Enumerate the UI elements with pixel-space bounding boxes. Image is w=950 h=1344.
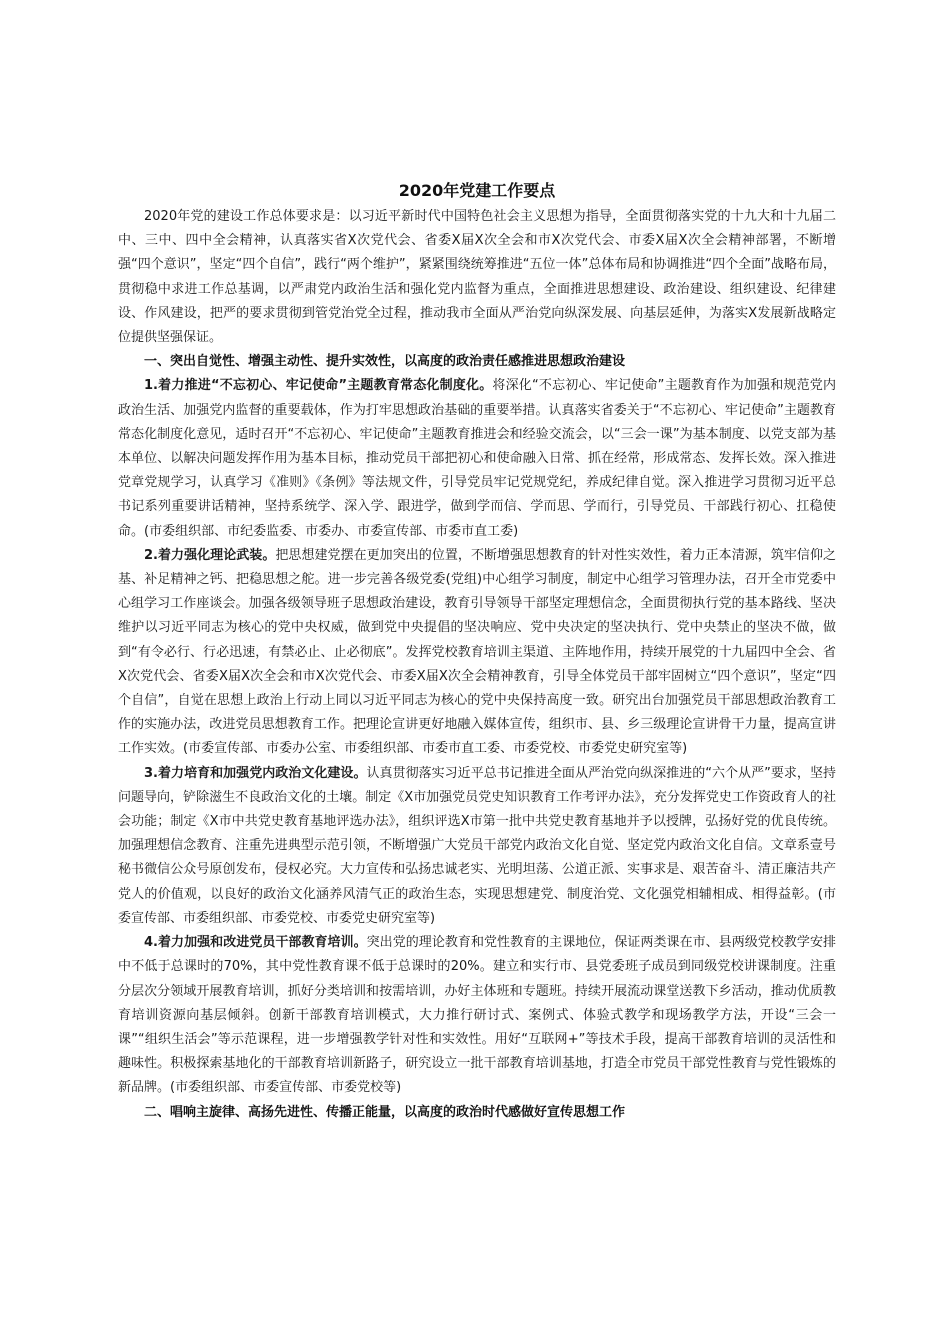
item-lead-3: 3.着力培育和加强党内政治文化建设。 <box>144 765 367 781</box>
item-body-3: 认真贯彻落实习近平总书记推进全面从严治党向纵深推进的“六个从严”要求，坚持问题导向，铲除滋生不良政治文化的土壤。制定《X市加强党员党史知识教育工作考评办法》，充分发挥党史工作资政育人的社会功能；制定《X市中共党史教育基地评选办法》，组织评选X市第一批中共党史教育基地并予以授牌，弘扬好党的优良传统。加强理想信念教育、注重先进典型示范引领，不断增强广大党员干部党内政治文化自觉、坚定党内政治文化自信。文章系壹号秘书微信公众号原创发布，侵权必究。大力宣传和弘扬忠诚老实、光明坦荡、公道正派、实事求是、艰苦奋斗、清正廉洁共产党人的价值观，以良好的政治文化涵养风清气正的政治生态，实现思想建党、制度治党、文化强党相辅相成、相得益彰。(市委宣传部、市委组织部、市委党校、市委党史研究室等) <box>118 765 836 926</box>
item-paragraph-1 <box>118 374 836 543</box>
item-lead-4: 4.着力加强和改进党员干部教育培训。 <box>144 935 367 951</box>
section-heading-2: 二、唱响主旋律、高扬先进性、传播正能量，以高度的政治时代感做好宣传思想工作 <box>144 1104 626 1120</box>
section-heading-1: 一、突出自觉性、增强主动性、提升实效性，以高度的政治责任感推进思想政治建设 <box>144 354 626 370</box>
item-paragraph-3 <box>118 762 836 931</box>
intro-paragraph: 2020年党的建设工作总体要求是：以习近平新时代中国特色社会主义思想为指导，全面贯彻落实党的十九大和十九届二中、三中、四中全会精神，认真落实省X次党代会、省委X届X次全会和市X次党代会、市委X届X次全会精神部署，不断增强“四个意识”，坚定“四个自信”，践行“两个维护”，紧紧围绕统筹推进“五位一体”总体布局和协调推进“四个全面”战略布局，贯彻稳中求进工作总基调，以严肃党内政治生活和强化党内监督为重点，全面推进思想建设、政治建设、组织建设、纪律建设、作风建设，把严的要求贯彻到管党治党全过程，推动我市全面从严治党向纵深发展、向基层延伸，为落实X发展新战略定位提供坚强保证。 <box>118 209 836 346</box>
item-lead-1: 1.着力推进“不忘初心、牢记使命”主题教育常态化制度化。 <box>144 378 493 394</box>
item-paragraph-4 <box>118 931 836 1100</box>
item-body-2: 把思想建党摆在更加突出的位置，不断增强思想教育的针对性实效性，着力正本清源，筑牢信仰之基、补足精神之钙、把稳思想之舵。进一步完善各级党委(党组)中心组学习制度，制定中心组学习管理办法，召开全市党委中心组学习工作座谈会。加强各级领导班子思想政治建设，教育引导领导干部坚定理想信念，全面贯彻执行党的基本路线、坚决维护以习近平同志为核心的党中央权威，做到党中央提倡的坚决响应、党中央决定的坚决执行、党中央禁止的坚决不做，做到“有令必行、行必迅速，有禁必止、止必彻底”。发挥党校教育培训主渠道、主阵地作用，持续开展党的十九届四中全会、省X次党代会、省委X届X次全会和市X次党代会、市委X届X次全会精神教育，引导全体党员干部牢固树立“四个意识”，坚定“四个自信”，自觉在思想上政治上行动上同以习近平同志为核心的党中央保持高度一致。研究出台加强党员干部思想政治教育工作的实施办法，改进党员思想教育工作。把理论宣讲更好地融入媒体宣传，组织市、县、乡三级理论宣讲骨干力量，提高宣讲工作实效。(市委宣传部、市委办公室、市委组织部、市委市直工委、市委党校、市委党史研究室等) <box>118 547 836 757</box>
document-title: 2020年党建工作要点 <box>398 181 556 200</box>
item-body-4: 突出党的理论教育和党性教育的主课地位，保证两类课在市、县两级党校教学安排中不低于总课时的70%，其中党性教育课不低于总课时的20%。建立和实行市、县党委班子成员到同级党校讲课制度。注重分层次分领域开展教育培训，抓好分类培训和按需培训，办好主体班和专题班。持续开展流动课堂送教下乡活动，推动优质教育培训资源向基层倾斜。创新干部教育培训模式，大力推行研讨式、案例式、体验式教学和现场教学方法，开设“三会一课”“组织生活会”等示范课程，进一步增强教学针对性和实效性。用好“互联网+”等技术手段，提高干部教育培训的灵活性和趣味性。积极探索基地化的干部教育培训新路子，研究设立一批干部教育培训基地，打造全市党员干部党性教育与党性锻炼的新品牌。(市委组织部、市委宣传部、市委党校等) <box>118 935 836 1096</box>
document-page <box>118 178 836 1125</box>
item-paragraph-2 <box>118 544 836 762</box>
item-body-1: 将深化“不忘初心、牢记使命”主题教育作为加强和规范党内政治生活、加强党内监督的重要载体，作为打牢思想政治基础的重要举措。认真落实省委关于“不忘初心、牢记使命”主题教育常态化制度化意见，适时召开“不忘初心、牢记使命”主题教育推进会和经验交流会，以“三会一课”为基本制度、以党支部为基本单位、以解决问题发挥作用为基本目标，推动党员干部把初心和使命融入日常、抓在经常，形成常态、发挥长效。深入推进党章党规学习，认真学习《准则》《条例》等法规文件，引导党员牢记党规党纪，养成纪律自觉。深入推进学习贯彻习近平总书记系列重要讲话精神，坚持系统学、深入学、跟进学，做到学而信、学而思、学而行，引导党员、干部践行初心、扛稳使命。(市委组织部、市纪委监委、市委办、市委宣传部、市委市直工委) <box>118 378 836 539</box>
item-lead-2: 2.着力强化理论武装。 <box>144 547 276 563</box>
